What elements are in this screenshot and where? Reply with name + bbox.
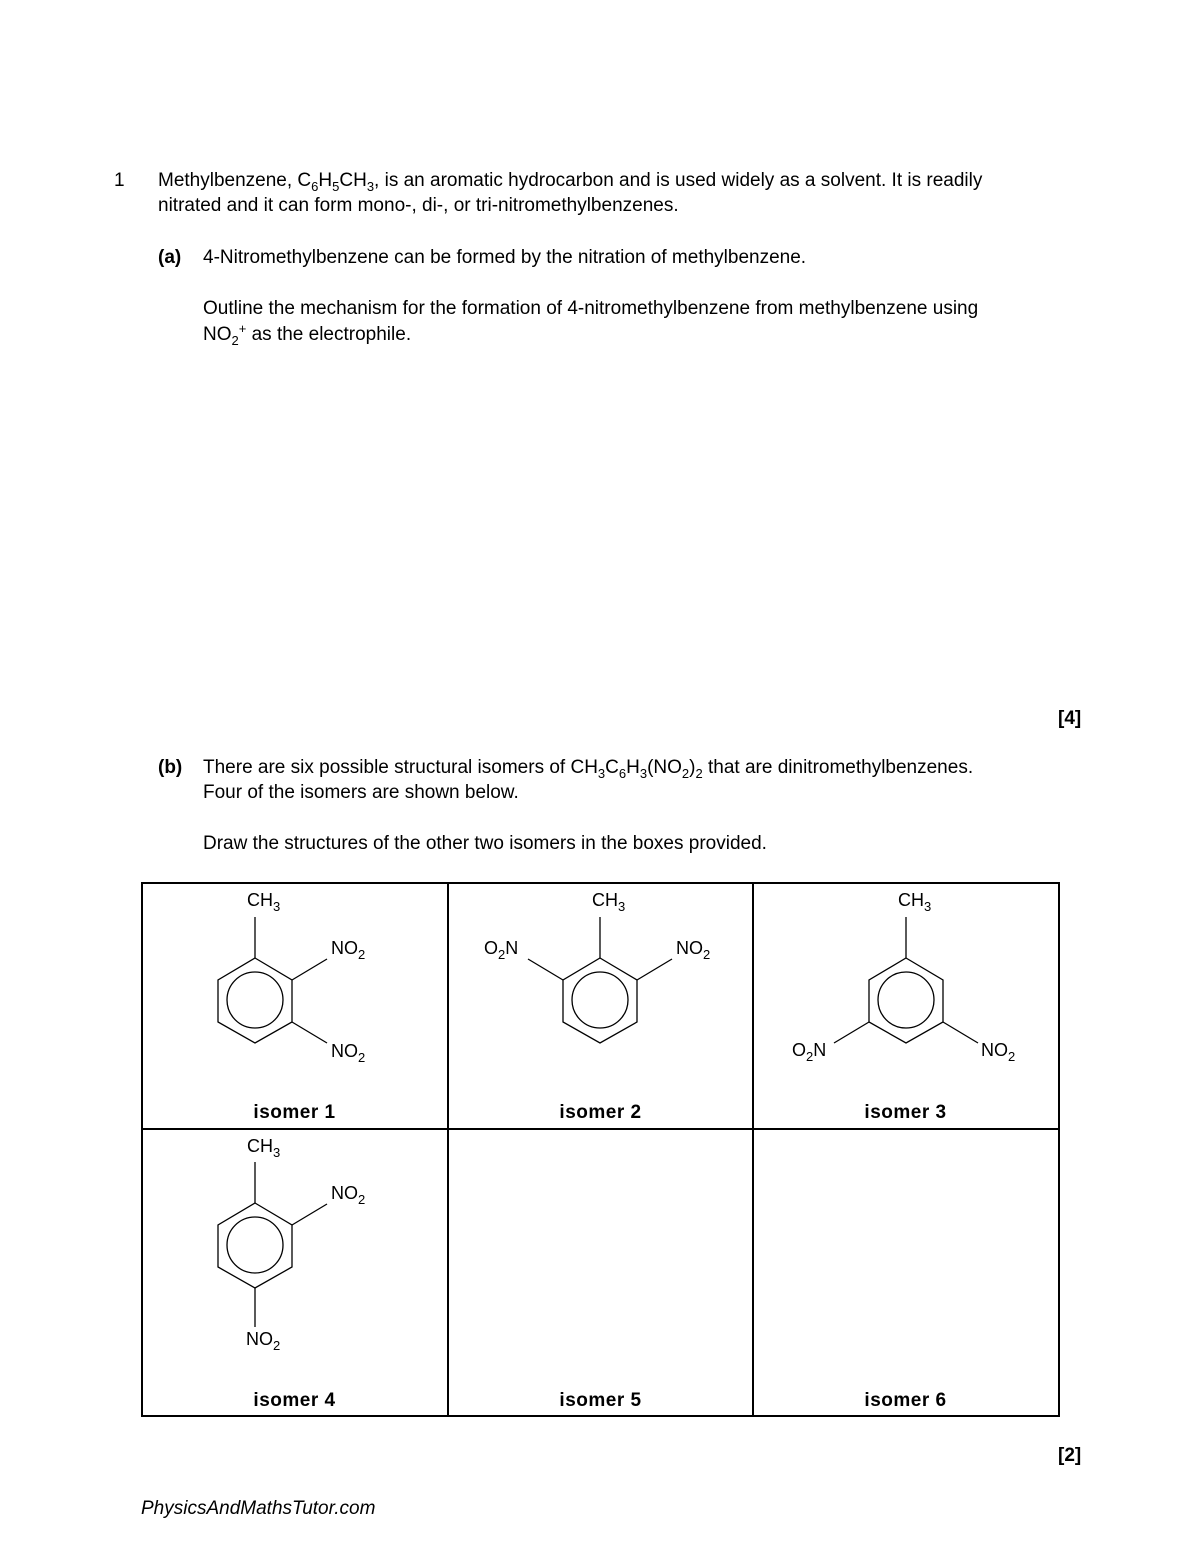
isomer-6-label: isomer 6 xyxy=(864,1390,947,1411)
isomer-3-o2n: $O_2N$ xyxy=(792,1040,827,1064)
isomer-2-label: isomer 2 xyxy=(559,1102,642,1123)
part-a-marks: [4] xyxy=(1058,708,1082,729)
question-intro-line1: Methylbenzene, $C_6H_5CH_3$, is an aromatic hydrocarbon and is used widely as a solvent. It is readily xyxy=(158,170,983,194)
part-b-text3: Draw the structures of the other two isomers in the boxes provided. xyxy=(203,833,767,854)
isomer-1-no2-top: $NO_2$ xyxy=(331,938,366,962)
isomer-1-ch3: $CH_3$ xyxy=(247,890,281,914)
isomer-4-no2-bottom: $NO_2$ xyxy=(246,1329,281,1353)
isomer-1-structure xyxy=(218,917,327,1043)
isomer-4-structure xyxy=(218,1162,327,1327)
isomer-5-label: isomer 5 xyxy=(559,1390,642,1411)
isomer-3-label: isomer 3 xyxy=(864,1102,947,1123)
part-a-label: (a) xyxy=(158,247,182,268)
isomer-2-structure xyxy=(528,917,672,1043)
part-a-text1: 4-Nitromethylbenzene can be formed by the nitration of methylbenzene. xyxy=(203,247,807,268)
part-b-label: (b) xyxy=(158,757,183,778)
isomer-4-no2-right: $NO_2$ xyxy=(331,1183,366,1207)
isomer-2-o2n: $O_2N$ xyxy=(484,938,519,962)
part-b-text1: There are six possible structural isomers of $CH_3C_6H_3(NO_2)_2$ that are dinitromethylbenzenes. xyxy=(203,757,974,781)
part-a-text3: $NO_2^+$ as the electrophile. xyxy=(203,321,412,348)
isomer-1-label: isomer 1 xyxy=(253,1102,336,1123)
isomer-1-no2-bottom: $NO_2$ xyxy=(331,1041,366,1065)
isomer-3-structure xyxy=(834,917,978,1043)
isomer-2-ch3: $CH_3$ xyxy=(592,890,626,914)
isomer-3-ch3: $CH_3$ xyxy=(898,890,932,914)
part-b-text2: Four of the isomers are shown below. xyxy=(203,782,519,803)
part-b-marks: [2] xyxy=(1058,1445,1082,1466)
question-intro-line2: nitrated and it can form mono-, di-, or tri-nitromethylbenzenes. xyxy=(158,195,679,216)
isomer-4-label: isomer 4 xyxy=(253,1390,336,1411)
isomer-4-ch3: $CH_3$ xyxy=(247,1136,281,1160)
part-a-text2: Outline the mechanism for the formation of 4-nitromethylbenzene from methylbenzene using xyxy=(203,298,979,319)
question-number: 1 xyxy=(114,170,125,191)
isomer-2-no2: $NO_2$ xyxy=(676,938,711,962)
isomer-3-no2: $NO_2$ xyxy=(981,1040,1016,1064)
footer-site-name: PhysicsAndMathsTutor.com xyxy=(141,1498,376,1519)
